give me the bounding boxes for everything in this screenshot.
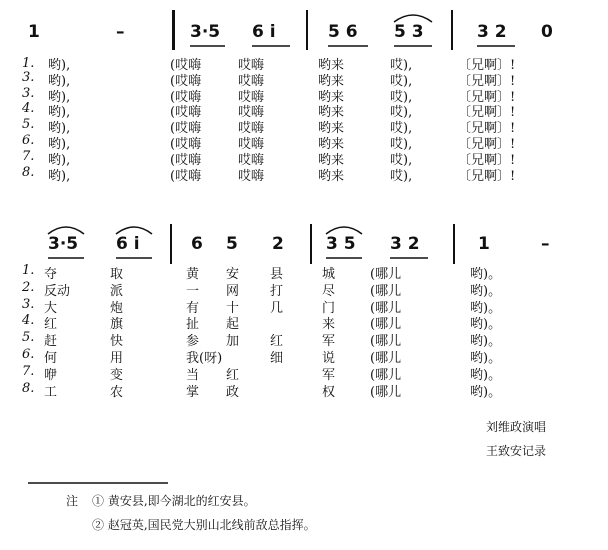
- lyric-cell: 旗: [110, 317, 124, 333]
- lyric-cell: (哎嗨: [170, 105, 202, 121]
- verse-number: 3.: [22, 85, 35, 101]
- lyric-cell: 哟)。: [470, 384, 502, 400]
- lyric-cell: 哟)。: [470, 334, 502, 350]
- lyric-cell: 哟来: [318, 73, 345, 89]
- slur: [394, 15, 432, 22]
- lyric-cell: 哎嗨: [238, 121, 265, 137]
- verse-number: 1.: [22, 56, 35, 71]
- lyric-cell: 派: [110, 283, 124, 299]
- lyric-cell: 参: [186, 334, 200, 350]
- verse-number: 3.: [22, 69, 35, 85]
- verse-number: 3.: [22, 296, 35, 312]
- lyric-cell: 哟来: [318, 152, 345, 168]
- lyric-cell: 用: [110, 351, 124, 366]
- footnote-2: [92, 516, 316, 533]
- note: 5 6: [328, 22, 358, 42]
- lyric-cell: 农: [110, 384, 124, 400]
- lyric-cell: 哟),: [48, 168, 71, 184]
- lyric-cell: 哟),: [48, 152, 71, 168]
- lyric-cell: 哟来: [318, 58, 345, 73]
- lyric-cell: 红: [44, 317, 58, 333]
- lyric-cell: 哟),: [48, 58, 71, 73]
- lyric-cell: (哪儿: [370, 300, 402, 316]
- barline: [451, 10, 453, 50]
- barline: [170, 224, 172, 264]
- lyric-cell: 门: [322, 300, 336, 316]
- lyric-cell: 工: [44, 384, 58, 400]
- verse-number: 6.: [22, 347, 35, 362]
- lyric-cell: 网: [226, 283, 240, 299]
- lyric-cell: 〔兄啊〕!: [458, 89, 516, 105]
- recorder-credit: 王致安记录: [486, 444, 547, 458]
- lyric-cell: (哪儿: [370, 283, 402, 299]
- verse-number: 6.: [22, 133, 35, 148]
- verse-number: 4.: [22, 313, 35, 329]
- note: 6 i: [116, 234, 140, 254]
- lyric-cell: 哎嗨: [238, 89, 265, 105]
- footnote-text: 黄安县,即今湖北的红安县。: [107, 494, 256, 508]
- lyric-cell: 炮: [110, 300, 124, 316]
- lyric-cell: (哎嗨: [170, 137, 202, 152]
- lyric-cell: (哎嗨: [170, 73, 202, 89]
- lyric-cell: 哎),: [390, 73, 413, 89]
- footnote-mark: ②: [92, 518, 105, 532]
- lyric-cell: 黄: [186, 267, 200, 282]
- note: 3·5: [190, 22, 221, 42]
- note: 0: [541, 22, 553, 42]
- lyric-cell: 县: [270, 267, 284, 282]
- lyric-cell: 哟),: [48, 137, 71, 152]
- lyric-cell: 加: [226, 334, 240, 350]
- lyric-cell: (哪儿: [370, 267, 402, 282]
- lyric-cell: 大: [44, 300, 58, 316]
- lyric-cell: 何: [44, 351, 58, 366]
- lyric-cell: (哎嗨: [170, 58, 202, 73]
- note: 3 5: [326, 234, 356, 254]
- lyric-cell: 反动: [44, 283, 71, 299]
- lyric-cell: 几: [270, 300, 284, 316]
- lyric-cell: 〔兄啊〕!: [458, 58, 516, 73]
- note: 3 2: [477, 22, 507, 42]
- lyric-cell: 尽: [322, 283, 336, 299]
- note: –: [116, 22, 125, 42]
- footnote-mark: ①: [92, 494, 105, 508]
- lyric-cell: (哪儿: [370, 334, 402, 350]
- lyric-cell: 〔兄啊〕!: [458, 152, 516, 168]
- lyric-cell: 夺: [44, 267, 58, 282]
- verse-number: 5.: [22, 117, 35, 133]
- lyric-cell: 〔兄啊〕!: [458, 137, 516, 152]
- singer-credit: 刘维政演唱: [486, 420, 547, 434]
- lyric-cell: 快: [110, 334, 124, 350]
- lyric-cell: 哟来: [318, 168, 345, 184]
- lyric-cell: 哎嗨: [238, 152, 265, 168]
- lyric-cell: 咿: [44, 367, 58, 383]
- lyric-cell: 细: [270, 351, 284, 366]
- note: –: [541, 234, 550, 254]
- lyric-cell: 城: [322, 267, 336, 282]
- slur: [326, 227, 362, 234]
- note: 3·5: [48, 234, 79, 254]
- footnote-label: 注: [66, 494, 79, 508]
- slur: [116, 227, 152, 234]
- verse-number: 2.: [22, 279, 35, 295]
- note: 5 3: [394, 22, 424, 42]
- lyric-cell: 哎嗨: [238, 58, 265, 73]
- lyric-cell: 取: [110, 267, 124, 282]
- note: 6: [191, 234, 203, 254]
- barline: [453, 224, 455, 264]
- lyric-cell: 哟)。: [470, 300, 502, 316]
- lyric-cell: 当: [186, 367, 200, 383]
- lyric-cell: (哎嗨: [170, 152, 202, 168]
- lyric-cell: 哟)。: [470, 367, 502, 383]
- lyric-cell: 军: [322, 334, 336, 350]
- lyric-cell: 我(呀): [186, 351, 223, 366]
- lyric-cell: (哎嗨: [170, 168, 202, 184]
- lyric-cell: 哟),: [48, 121, 71, 137]
- lyric-cell: 起: [226, 317, 240, 333]
- lyric-cell: 哎),: [390, 152, 413, 168]
- lyric-cell: 红: [270, 334, 284, 350]
- lyric-cell: 来: [322, 317, 336, 333]
- lyric-cell: (哎嗨: [170, 89, 202, 105]
- verse-number: 1.: [22, 263, 35, 278]
- lyric-cell: 哟),: [48, 89, 71, 105]
- lyric-cell: 哟来: [318, 121, 345, 137]
- lyric-cell: 赶: [44, 334, 58, 350]
- lyric-cell: 〔兄啊〕!: [458, 73, 516, 89]
- lyric-cell: 说: [322, 351, 336, 366]
- note: 5: [226, 234, 238, 254]
- lyric-cell: (哪儿: [370, 351, 402, 366]
- lyric-cell: 哎),: [390, 89, 413, 105]
- barline: [172, 10, 175, 50]
- note: 1: [478, 234, 490, 254]
- lyric-cell: 哎),: [390, 121, 413, 137]
- lyric-cell: 哟)。: [470, 267, 502, 282]
- lyric-cell: 哎),: [390, 137, 413, 152]
- lyric-cell: 政: [226, 384, 240, 400]
- lyric-cell: 〔兄啊〕!: [458, 121, 516, 137]
- footnote-1: [92, 492, 256, 509]
- lyric-cell: 哟),: [48, 105, 71, 121]
- lyric-cell: (哪儿: [370, 367, 402, 383]
- lyric-cell: 掌: [186, 384, 200, 400]
- lyric-cell: 哟来: [318, 105, 345, 121]
- slur: [48, 227, 84, 234]
- lyric-cell: (哎嗨: [170, 121, 202, 137]
- lyric-cell: 哟)。: [470, 317, 502, 333]
- lyric-cell: 十: [226, 300, 240, 316]
- lyric-cell: 哎),: [390, 105, 413, 121]
- verse-number: 5.: [22, 330, 35, 346]
- verse-number: 4.: [22, 101, 35, 117]
- lyric-cell: 扯: [186, 317, 200, 333]
- lyric-cell: 〔兄啊〕!: [458, 105, 516, 121]
- lyric-cell: 安: [226, 267, 240, 282]
- lyric-cell: 〔兄啊〕!: [458, 168, 516, 184]
- lyric-cell: 有: [186, 300, 200, 316]
- barline: [306, 10, 308, 50]
- lyric-cell: 哟)。: [470, 283, 502, 299]
- note: 2: [272, 234, 284, 254]
- lyric-cell: 军: [322, 367, 336, 383]
- lyric-cell: 哎嗨: [238, 168, 265, 184]
- footnote-text: 赵冠英,国民党大别山北线前敌总指挥。: [107, 518, 316, 532]
- lyric-cell: 变: [110, 367, 124, 383]
- lyric-cell: (哪儿: [370, 384, 402, 400]
- lyric-cell: 哎),: [390, 58, 413, 73]
- lyric-cell: 哎),: [390, 168, 413, 184]
- lyric-cell: 哎嗨: [238, 137, 265, 152]
- lyric-cell: 打: [270, 283, 284, 299]
- lyric-cell: 哎嗨: [238, 73, 265, 89]
- verse-number: 7.: [22, 363, 35, 379]
- verse-number: 8.: [22, 380, 35, 396]
- verse-number: 8.: [22, 164, 35, 180]
- lyric-cell: 哟),: [48, 73, 71, 89]
- lyric-cell: 权: [322, 384, 336, 400]
- lyric-cell: 哟)。: [470, 351, 502, 366]
- lyric-cell: 哎嗨: [238, 105, 265, 121]
- lyric-cell: 哟来: [318, 89, 345, 105]
- lyric-cell: 哟来: [318, 137, 345, 152]
- barline: [310, 224, 312, 264]
- lyric-cell: 一: [186, 283, 200, 299]
- note: 6 i: [252, 22, 276, 42]
- lyric-cell: 红: [226, 367, 240, 383]
- note: 1: [28, 22, 40, 42]
- verse-number: 7.: [22, 148, 35, 164]
- note: 3 2: [390, 234, 420, 254]
- lyric-cell: (哪儿: [370, 317, 402, 333]
